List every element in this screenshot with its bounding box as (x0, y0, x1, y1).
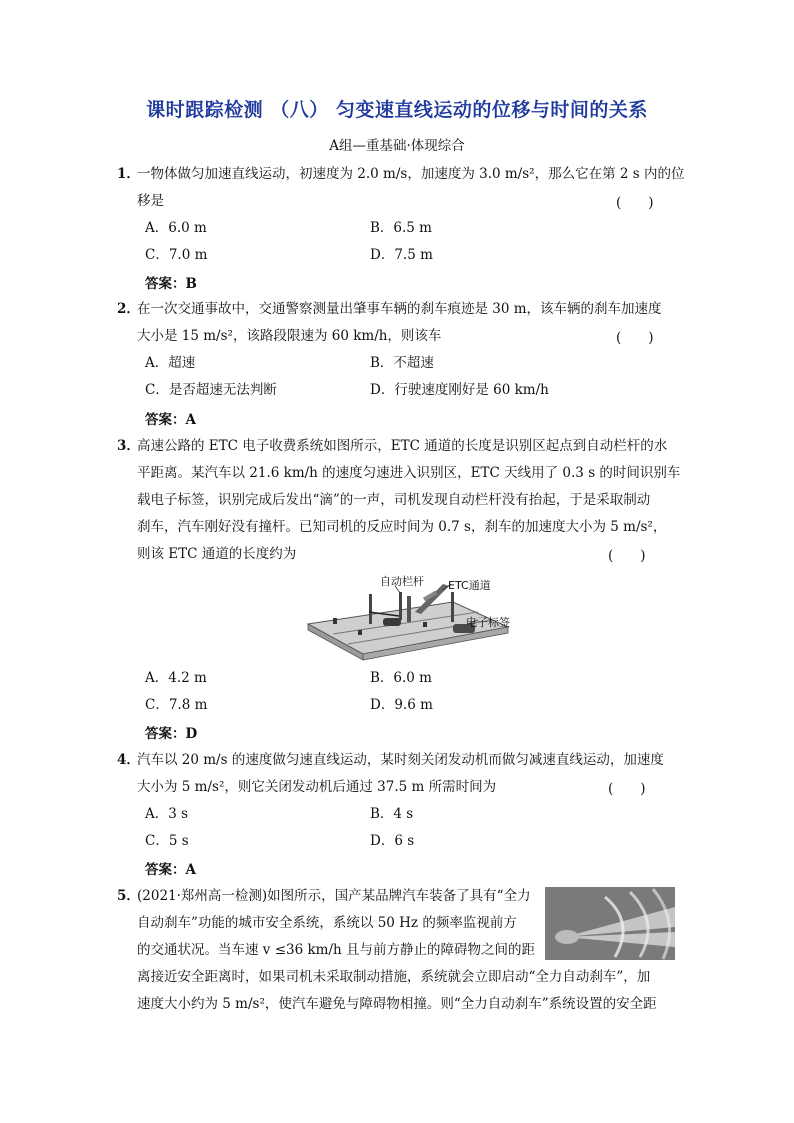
q2-option-d: D．行驶速度刚好是 60 km/h (370, 382, 549, 398)
fig-label-tag: 电子标签 (466, 616, 510, 629)
q3-line4: 刹车，汽车刚好没有撞杆。已知司机的反应时间为 0.7 s，刹车的加速度大小为 5 m/s²， (137, 519, 667, 535)
q5-line5: 速度大小约为 5 m/s²，使汽车避免与障碍物相撞。则“全力自动刹车”系统设置的安全距 (137, 996, 657, 1012)
q4-option-a: A．3 s (145, 806, 189, 822)
q4-option-d: D．6 s (370, 833, 415, 849)
q2-answer-paren: ( ) (616, 330, 654, 346)
q5-line2: 自动刹车”功能的城市安全系统，系统以 50 Hz 的频率监视前方 (137, 915, 517, 931)
q3-option-d: D．9.6 m (370, 697, 433, 713)
q4-option-c: C．5 s (145, 833, 189, 849)
q2-option-a: A．超速 (145, 355, 196, 371)
q1-option-b: B．6.5 m (370, 220, 432, 236)
q2-line1: 在一次交通事故中，交通警察测量出肇事车辆的刹车痕迹是 30 m，该车辆的刹车加速度 (137, 301, 662, 317)
q5-line4: 离接近安全距离时，如果司机未采取制动措施，系统就会立即启动“全力自动刹车”，加 (137, 969, 651, 985)
q3-option-b: B．6.0 m (370, 670, 432, 686)
q1-option-c: C．7.0 m (145, 247, 208, 263)
section-subtitle: A组—重基础·体现综合 (329, 138, 465, 154)
q1-answer: 答案：B (145, 276, 197, 292)
q4-line2: 大小为 5 m/s²，则它关闭发动机后通过 37.5 m 所需时间为 (137, 779, 497, 795)
q4-line1: 汽车以 20 m/s 的速度做匀速直线运动，某时刻关闭发动机而做匀减速直线运动，加速度 (137, 752, 664, 768)
fig-label-channel: ETC通道 (448, 579, 491, 592)
q1-line2: 移是 (137, 193, 164, 209)
auto-brake-photo-drawing (545, 887, 675, 960)
q2-line2: 大小是 15 m/s²，该路段限速为 60 km/h，则该车 (137, 328, 442, 344)
q3-number: 3． (117, 438, 140, 454)
q1-answer-paren: ( ) (616, 195, 654, 211)
q1-line1: 一物体做匀加速直线运动，初速度为 2.0 m/s，加速度为 3.0 m/s²，那么它在第 2 s 内的位 (137, 166, 685, 182)
q2-option-b: B．不超速 (370, 355, 434, 371)
q3-line3: 载电子标签，识别完成后发出“滴”的一声，司机发现自动栏杆没有抬起，于是采取制动 (137, 492, 651, 508)
q5-line1: (2021·郑州高一检测)如图所示，国产某品牌汽车装备了具有“全力 (137, 888, 531, 904)
q1-number: 1． (117, 166, 140, 182)
q3-option-c: C．7.8 m (145, 697, 208, 713)
q3-option-a: A．4.2 m (145, 670, 207, 686)
q1-option-a: A．6.0 m (145, 220, 207, 236)
q1-option-d: D．7.5 m (370, 247, 433, 263)
q2-number: 2． (117, 301, 140, 317)
q4-answer-paren: ( ) (608, 781, 646, 797)
q4-number: 4． (117, 752, 140, 768)
q4-option-b: B．4 s (370, 806, 414, 822)
q2-answer: 答案：A (145, 412, 196, 428)
q2-option-c: C．是否超速无法判断 (145, 382, 277, 398)
q3-answer: 答案：D (145, 726, 198, 742)
q5-line3: 的交通状况。当车速 v ≤36 km/h 且与前方静止的障碍物之间的距 (137, 942, 536, 958)
auto-brake-photo (545, 887, 675, 960)
fig-label-gate: 自动栏杆 (380, 575, 424, 588)
q5-number: 5． (117, 888, 140, 904)
page-title: 课时跟踪检测 （八） 匀变速直线运动的位移与时间的关系 (146, 99, 648, 121)
q3-answer-paren: ( ) (608, 548, 646, 564)
q3-line1: 高速公路的 ETC 电子收费系统如图所示，ETC 通道的长度是识别区起点到自动栏杆的水 (137, 438, 668, 454)
q3-line2: 平距离。某汽车以 21.6 km/h 的速度匀速进入识别区，ETC 天线用了 0.3 s 的时间识别车 (137, 465, 681, 481)
q4-answer: 答案：A (145, 862, 196, 878)
q3-line5: 则该 ETC 通道的长度约为 (137, 546, 297, 562)
